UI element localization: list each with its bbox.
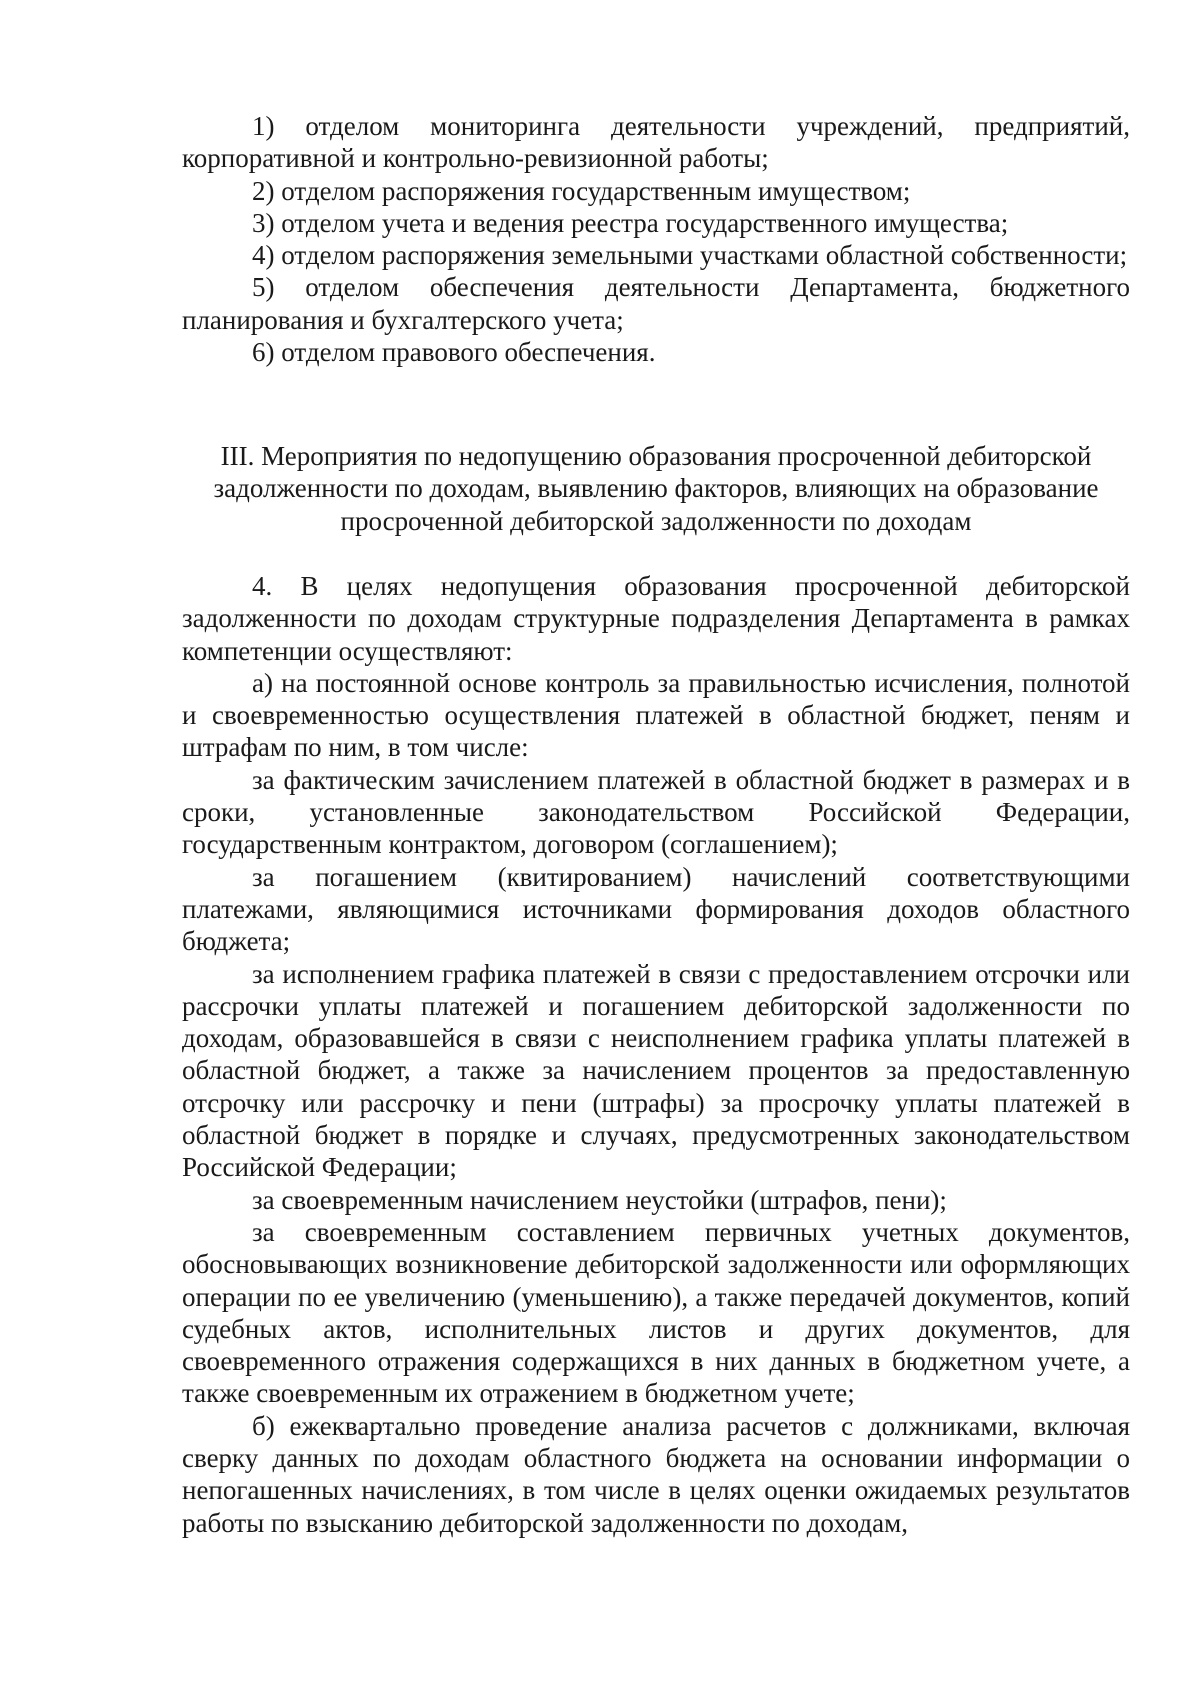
section-heading: III. Мероприятия по недопущению образования просроченной дебиторской задолженности по доходам, выявлению факторов, влияющих на образование просроченной дебиторской задолженности по доходам: [213, 441, 1099, 536]
section-body: [182, 570, 1130, 1539]
paragraph: за погашением (квитированием) начислений соответствующими платежами, являющимися источниками формирования доходов областного бюджета;: [182, 861, 1130, 957]
list-item: 4) отделом распоряжения земельными участками областной собственности;: [252, 240, 1128, 271]
paragraph: за исполнением графика платежей в связи с предоставлением отсрочки или рассрочки уплаты платежей и погашением дебиторской задолженности по доходам, образовавшейся в связи с неисполнением графика уплаты платежей в областной бюджет, а также за начислением процентов за предоставленную отсрочку или рассрочку и пени (штрафы) за просрочку уплаты платежей в областной бюджет в порядке и случаях, предусмотренных законодательством Российской Федерации;: [182, 958, 1130, 1183]
paragraph: за своевременным начислением неустойки (штрафов, пени);: [252, 1184, 947, 1215]
paragraph: 4. В целях недопущения образования просроченной дебиторской задолженности по доходам структурные подразделения Департамента в рамках компетенции осуществляют:: [182, 571, 1130, 666]
paragraph: б) ежеквартально проведение анализа расчетов с должниками, включая сверку данных по доходам областного бюджета на основании информации о непогашенных начислениях, в том числе в целях оценки ожидаемых результатов работы по взысканию дебиторской задолженности по доходам,: [182, 1410, 1130, 1538]
paragraph: за фактическим зачислением платежей в областной бюджет в размерах и в сроки, установленные законодательством Российской Федерации, государственным контрактом, договором (соглашением);: [182, 764, 1130, 860]
department-list: [182, 110, 1130, 368]
list-item: 3) отделом учета и ведения реестра государственного имущества;: [252, 207, 1009, 238]
list-item: 5) отделом обеспечения деятельности Департамента, бюджетного планирования и бухгалтерского учета;: [182, 272, 1130, 335]
list-item: 6) отделом правового обеспечения.: [252, 337, 656, 368]
paragraph: за своевременным составлением первичных учетных документов, обосновывающих возникновение дебиторской задолженности или оформляющих операции по ее увеличению (уменьшению), а также передачей документов, копий судебных актов, исполнительных листов и других документов, для своевременного отражения содержащихся в них данных в бюджетном учете, а также своевременным их отражением в бюджетном учете;: [182, 1216, 1130, 1409]
list-item: 1) отделом мониторинга деятельности учреждений, предприятий, корпоративной и контрольно-ревизионной работы;: [182, 111, 1130, 174]
paragraph: а) на постоянной основе контроль за правильностью исчисления, полнотой и своевременностью осуществления платежей в областной бюджет, пеням и штрафам по ним, в том числе:: [182, 667, 1130, 763]
list-item: 2) отделом распоряжения государственным имуществом;: [252, 175, 911, 206]
